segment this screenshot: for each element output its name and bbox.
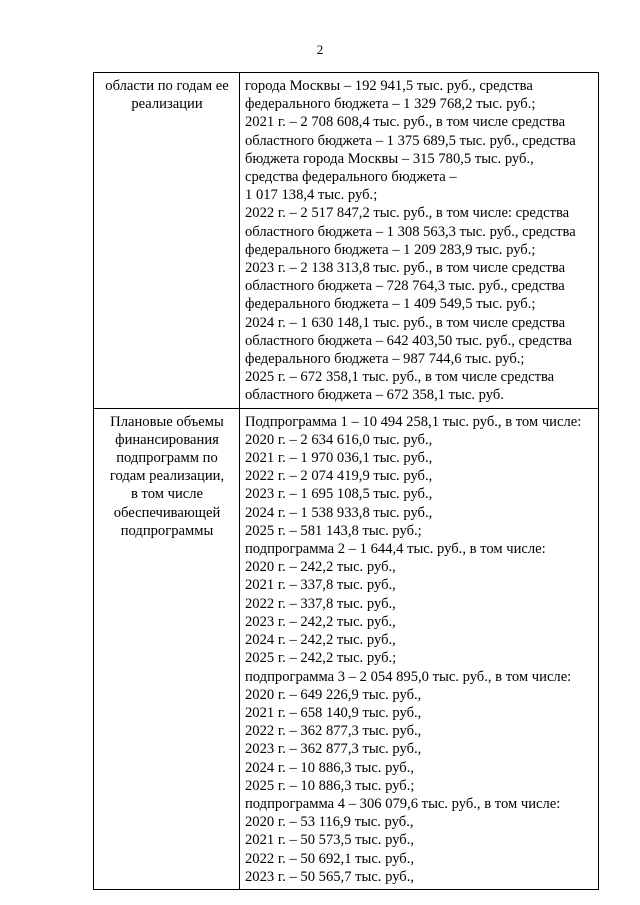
text-line: 2024 г. – 242,2 тыс. руб., bbox=[245, 632, 396, 649]
text-line: 2022 г. – 2 517 847,2 тыс. руб., в том числе: средства bbox=[245, 205, 570, 222]
text-line: 2021 г. – 50 573,5 тыс. руб., bbox=[245, 832, 415, 849]
text-line: 2021 г. – 2 708 608,4 тыс. руб., в том числе средства bbox=[245, 114, 566, 131]
text-line: 2020 г. – 649 226,9 тыс. руб., bbox=[245, 686, 422, 703]
text-line: в том числе bbox=[130, 486, 203, 503]
text-line: 2024 г. – 1 630 148,1 тыс. руб., в том числе средства bbox=[245, 314, 566, 331]
text-line: 1 017 138,4 тыс. руб.; bbox=[245, 187, 378, 204]
text-line: подпрограммы bbox=[120, 522, 214, 539]
text-line: 2020 г. – 2 634 616,0 тыс. руб., bbox=[245, 431, 433, 448]
text-line: 2025 г. – 581 143,8 тыс. руб.; bbox=[245, 522, 422, 539]
text-line: федерального бюджета – 987 744,6 тыс. руб.; bbox=[245, 351, 525, 368]
text-line: города Москвы – 192 941,5 тыс. руб., средства bbox=[245, 78, 533, 94]
text-line: 2020 г. – 242,2 тыс. руб., bbox=[245, 559, 396, 576]
text-line: областного бюджета – 1 308 563,3 тыс. руб., средства bbox=[245, 223, 576, 240]
text-line: подпрограмм по bbox=[116, 450, 218, 467]
row-content-cell bbox=[240, 73, 599, 409]
text-line: Подпрограмма 1 – 10 494 258,1 тыс. руб., в том числе: bbox=[245, 413, 582, 430]
text-line: 2025 г. – 242,2 тыс. руб.; bbox=[245, 650, 397, 667]
row-label-cell bbox=[94, 408, 240, 889]
row-content-cell bbox=[240, 408, 599, 889]
text-line: 2020 г. – 53 116,9 тыс. руб., bbox=[245, 814, 414, 831]
text-line: Плановые объемы bbox=[110, 413, 224, 430]
text-line: подпрограмма 2 – 1 644,4 тыс. руб., в том числе: bbox=[245, 541, 546, 558]
text-line: 2023 г. – 242,2 тыс. руб., bbox=[245, 613, 396, 630]
text-line: 2023 г. – 2 138 313,8 тыс. руб., в том числе средства bbox=[245, 260, 566, 277]
text-line: федерального бюджета – 1 409 549,5 тыс. руб.; bbox=[245, 296, 536, 313]
text-line: областного бюджета – 672 358,1 тыс. руб. bbox=[245, 387, 504, 404]
row-label-cell bbox=[94, 73, 240, 409]
text-line: годам реализации, bbox=[109, 468, 225, 485]
text-line: 2021 г. – 1 970 036,1 тыс. руб., bbox=[245, 450, 433, 467]
text-line: федерального бюджета – 1 209 283,9 тыс. руб.; bbox=[245, 241, 536, 258]
text-line: 2022 г. – 50 692,1 тыс. руб., bbox=[245, 850, 415, 867]
text-line: 2023 г. – 1 695 108,5 тыс. руб., bbox=[245, 486, 433, 503]
text-line: 2022 г. – 362 877,3 тыс. руб., bbox=[245, 723, 422, 740]
text-line: подпрограмма 3 – 2 054 895,0 тыс. руб., в том числе: bbox=[245, 668, 572, 685]
text-line: 2023 г. – 50 565,7 тыс. руб., bbox=[245, 868, 415, 885]
text-line: областного бюджета – 642 403,50 тыс. руб., средства bbox=[245, 332, 573, 349]
text-line: реализации bbox=[131, 96, 203, 113]
text-line: обеспечивающей bbox=[113, 504, 221, 521]
text-line: 2021 г. – 658 140,9 тыс. руб., bbox=[245, 704, 422, 721]
text-line: финансирования bbox=[115, 431, 219, 448]
text-line: 2021 г. – 337,8 тыс. руб., bbox=[245, 577, 396, 594]
page-number: 2 bbox=[316, 42, 324, 57]
text-line: области по годам ее bbox=[105, 78, 229, 94]
table-row bbox=[94, 73, 599, 409]
text-line: 2022 г. – 337,8 тыс. руб., bbox=[245, 595, 396, 612]
text-line: федерального бюджета – 1 329 768,2 тыс. руб.; bbox=[245, 96, 536, 113]
table-row bbox=[94, 408, 599, 889]
text-line: областного бюджета – 728 764,3 тыс. руб., средства bbox=[245, 278, 565, 295]
text-line: средства федерального бюджета – bbox=[245, 169, 457, 186]
text-line: бюджета города Москвы – 315 780,5 тыс. руб., bbox=[245, 150, 534, 167]
text-line: 2022 г. – 2 074 419,9 тыс. руб., bbox=[245, 468, 433, 485]
text-line: 2023 г. – 362 877,3 тыс. руб., bbox=[245, 741, 422, 758]
text-line: 2024 г. – 1 538 933,8 тыс. руб., bbox=[245, 504, 433, 521]
text-line: 2025 г. – 672 358,1 тыс. руб., в том числе средства bbox=[245, 369, 555, 386]
text-line: подпрограмма 4 – 306 079,6 тыс. руб., в том числе: bbox=[245, 795, 561, 812]
text-line: областного бюджета – 1 375 689,5 тыс. руб., средства bbox=[245, 132, 576, 149]
text-line: 2025 г. – 10 886,3 тыс. руб.; bbox=[245, 777, 415, 794]
financing-table bbox=[93, 72, 599, 890]
text-line: 2024 г. – 10 886,3 тыс. руб., bbox=[245, 759, 415, 776]
